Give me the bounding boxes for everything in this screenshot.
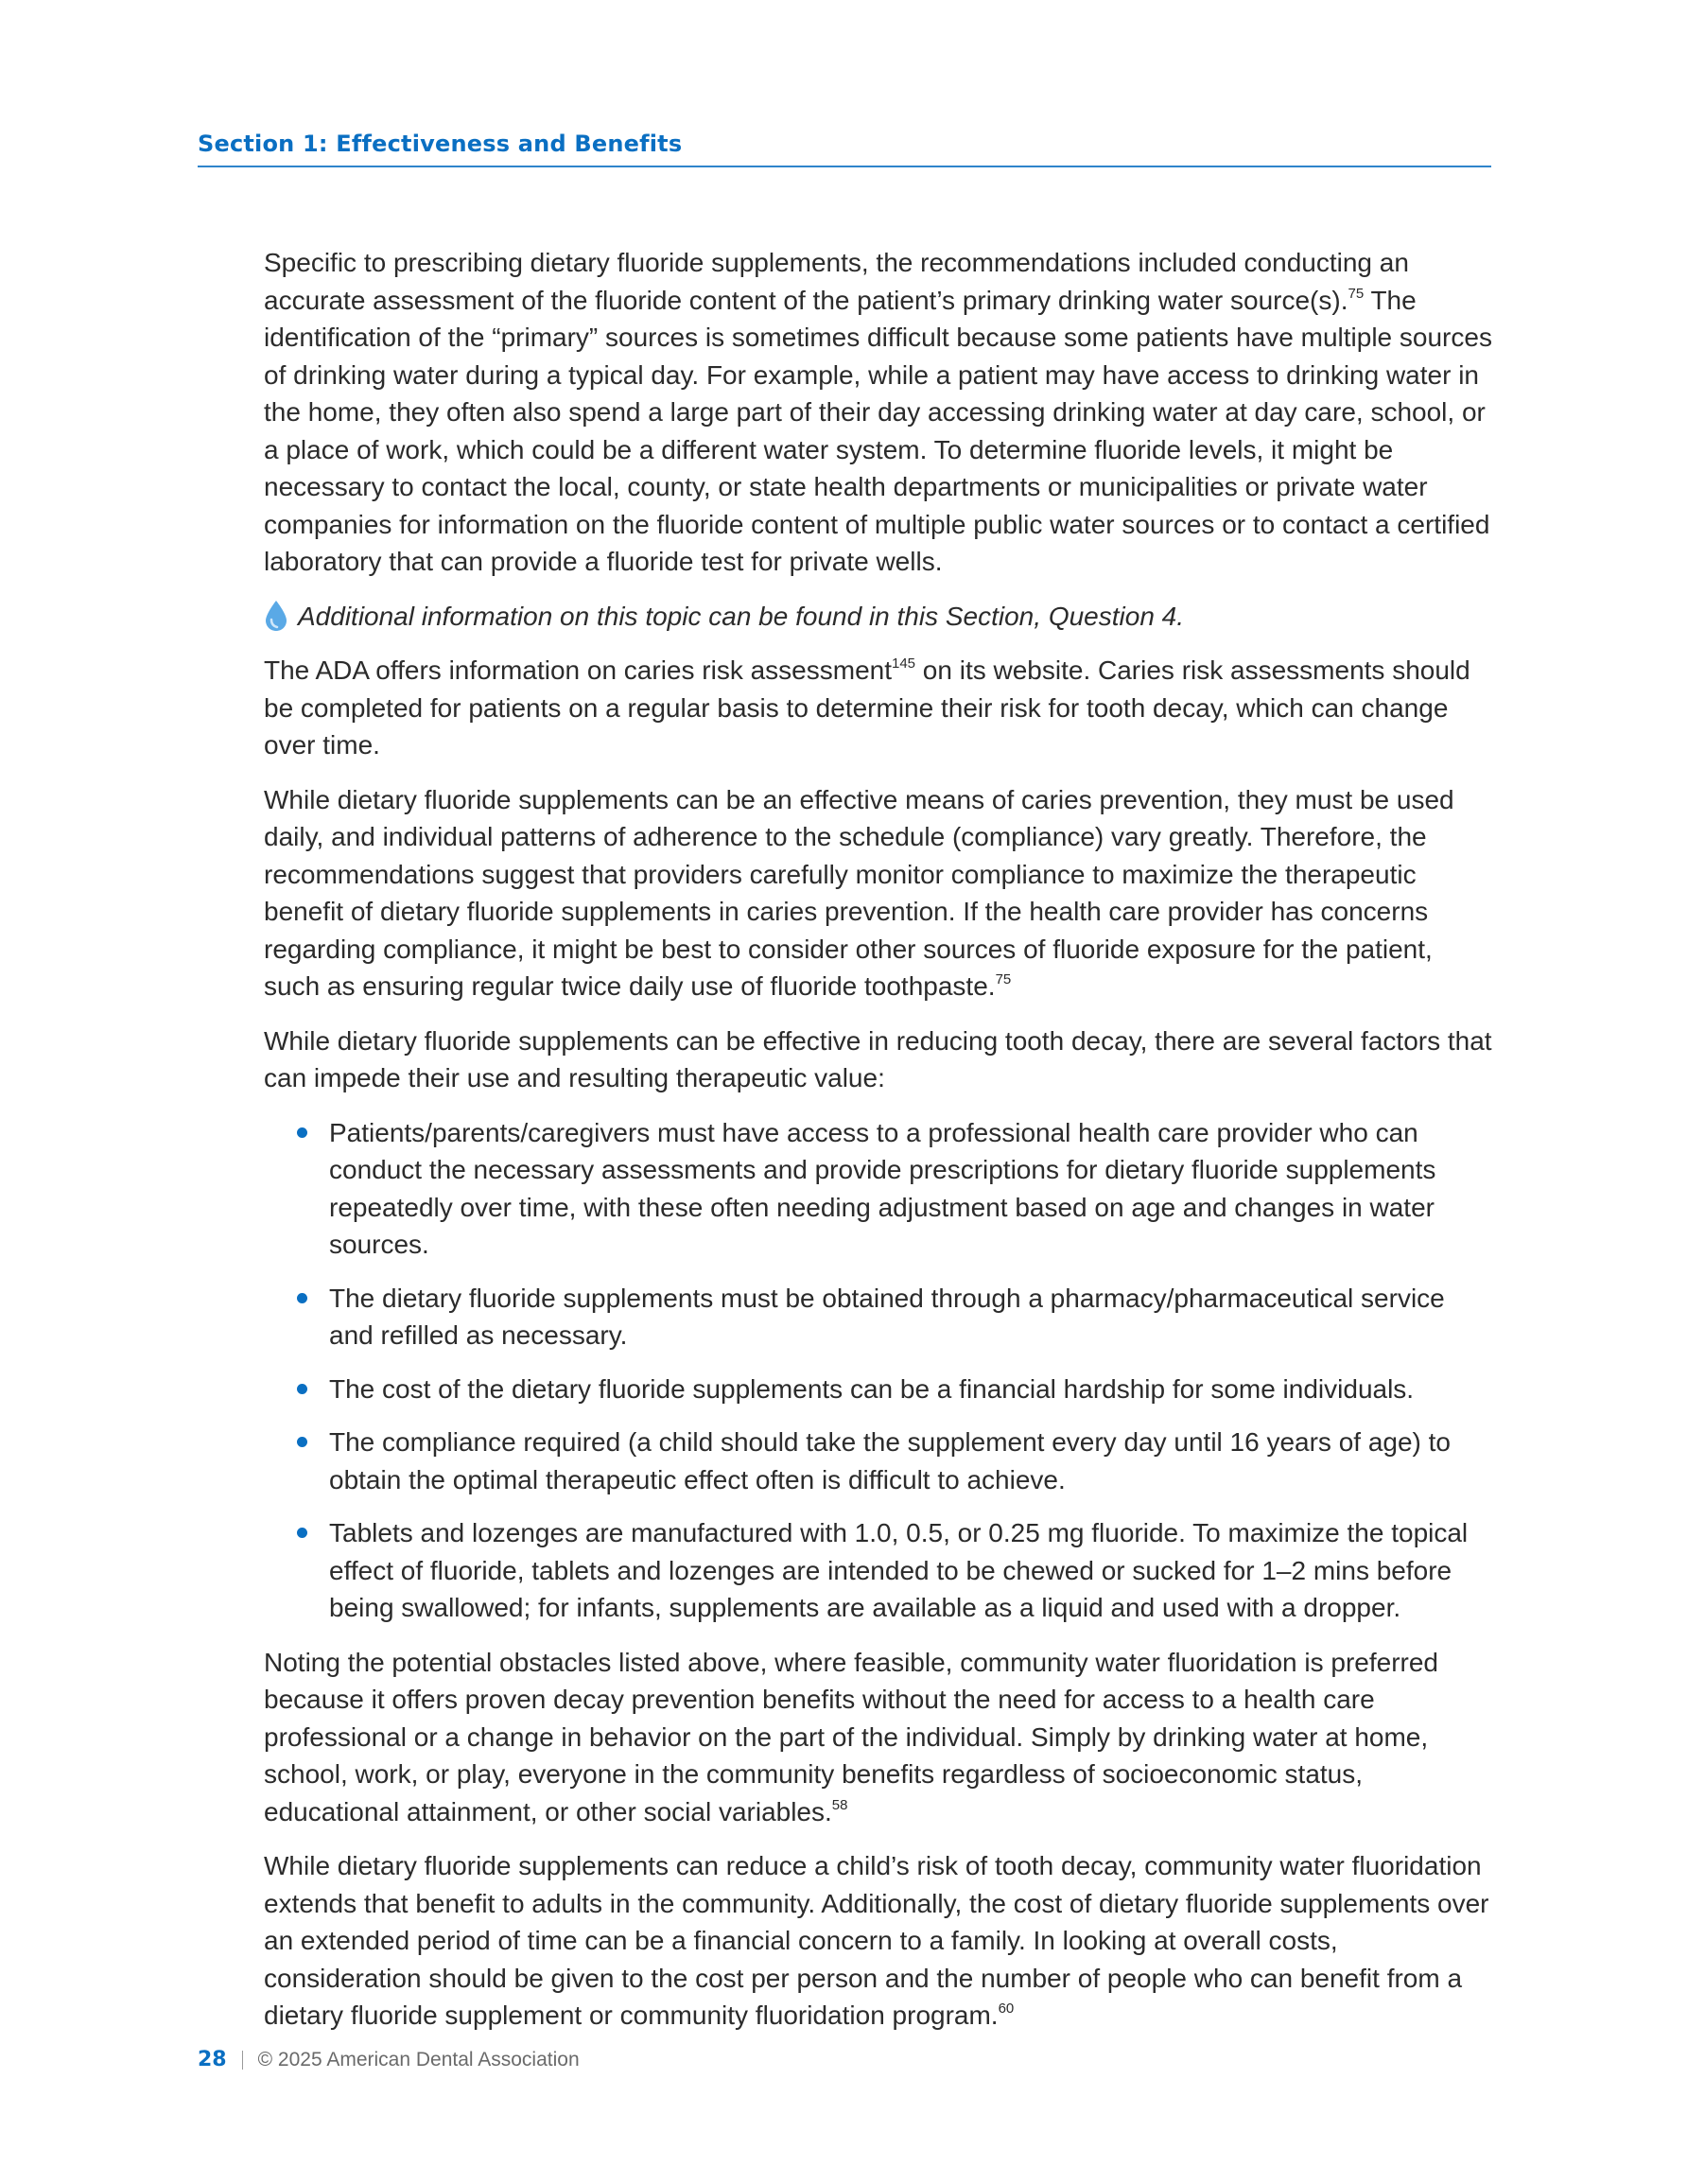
note-text: Additional information on this topic can be found in this Section, Question 4. — [298, 601, 1185, 631]
cross-reference-note — [264, 598, 1493, 636]
paragraph-text: Specific to prescribing dietary fluoride supplements, the recommendations included conducting an accurate assessment of the fluoride content of the patient’s primary drinking water source(s). — [264, 248, 1409, 315]
paragraph-text: While dietary fluoride supplements can be an effective means of caries prevention, they must be used daily, and individual patterns of adherence to the schedule (compliance) vary greatly. Therefore, the recommendations suggest that providers carefully monitor compliance to maximize the therapeutic benefit of dietary fluoride supplements in caries prevention. If the health care provider has concerns regarding compliance, it might be best to consider other sources of fluoride exposure for the patient, such as ensuring regular twice daily use of fluoride toothpaste. — [264, 784, 1454, 1001]
reference-superscript: 75 — [995, 971, 1012, 987]
list-item — [329, 1424, 1493, 1498]
water-drop-icon — [264, 600, 288, 632]
section-title: Section 1: Effectiveness and Benefits — [198, 131, 683, 157]
reference-superscript: 58 — [831, 1796, 848, 1813]
header-divider — [198, 166, 1491, 167]
reference-superscript: 60 — [998, 2001, 1015, 2017]
list-item — [329, 1514, 1493, 1627]
list-item-text: The cost of the dietary fluoride supplements can be a financial hardship for some individuals. — [329, 1373, 1415, 1404]
paragraph-text: Noting the potential obstacles listed above, where feasible, community water fluoridation is preferred because it offers proven decay prevention benefits without the need for access to a health care professional or a change in behavior on the part of the individual. Simply by drinking water at home, school, work, or play, everyone in the community benefits regardless of socioeconomic status, educational attainment, or other social variables. — [264, 1647, 1438, 1826]
factors-list — [264, 1114, 1493, 1627]
copyright-text: © 2025 American Dental Association — [257, 2048, 580, 2070]
paragraph-text-continued: The identification of the “primary” sources is sometimes difficult because some patients have multiple sources of drinking water during a typical day. For example, while a patient may have access to drinking water in the home, they often also spend a large part of their day accessing drinking water at day care, school, or a place of work, which could be a different water system. To determine fluoride levels, it might be necessary to contact the local, county, or state health departments or municipalities or private water companies for information on the fluoride content of multiple public water sources or to contact a certified laboratory that can provide a fluoride test for private wells. — [264, 285, 1492, 576]
paragraph-text: While dietary fluoride supplements can reduce a child’s risk of tooth decay, community water fluoridation extends that benefit to adults in the community. Additionally, the cost of dietary fluoride supplements over an extended period of time can be a financial concern to a family. In looking at overall costs, consideration should be given to the cost per person and the number of people who can benefit from a dietary fluoride supplement or community fluoridation program. — [264, 1851, 1489, 2030]
paragraph-text: The ADA offers information on caries risk assessment — [264, 655, 892, 685]
list-item — [329, 1114, 1493, 1264]
reference-superscript: 145 — [892, 655, 916, 672]
paragraph-primary-water-source — [264, 244, 1493, 581]
paragraph-text-continued: on its website. Caries risk assessments should be completed for patients on a regular basis to determine their risk for tooth decay, which can change over time. — [264, 655, 1470, 760]
bullet-icon — [297, 1127, 307, 1138]
reference-superscript: 75 — [1348, 285, 1365, 302]
page-footer — [198, 2048, 580, 2071]
paragraph-compliance — [264, 781, 1493, 1005]
paragraph-cost-comparison — [264, 1847, 1493, 2035]
bullet-icon — [297, 1437, 307, 1447]
page-header — [198, 131, 1491, 167]
paragraph-community-fluoridation — [264, 1644, 1493, 1831]
paragraph-caries-risk — [264, 652, 1493, 764]
list-item-text: The dietary fluoride supplements must be obtained through a pharmacy/pharmaceutical service and refilled as necessary. — [329, 1283, 1445, 1350]
list-item-text: The compliance required (a child should take the supplement every day until 16 years of age) to obtain the optimal therapeutic effect often is difficult to achieve. — [329, 1427, 1452, 1494]
main-content — [264, 244, 1493, 2052]
list-item — [329, 1280, 1493, 1354]
paragraph-text: While dietary fluoride supplements can be effective in reducing tooth decay, there are several factors that can impede their use and resulting therapeutic value: — [264, 1025, 1492, 1092]
page-number: 28 — [198, 2048, 227, 2071]
list-item-text: Tablets and lozenges are manufactured with 1.0, 0.5, or 0.25 mg fluoride. To maximize the topical effect of fluoride, tablets and lozenges are intended to be chewed or sucked for 1–2 mins before being swallowed; for infants, supplements are available as a liquid and used with a dropper. — [329, 1518, 1469, 1622]
list-item — [329, 1371, 1493, 1408]
bullet-icon — [297, 1384, 307, 1394]
bullet-icon — [297, 1528, 307, 1538]
paragraph-factors-intro — [264, 1022, 1493, 1097]
list-item-text: Patients/parents/caregivers must have access to a professional health care provider who can conduct the necessary assessments and provide prescriptions for dietary fluoride supplements repeatedly over time, with these often needing adjustment based on age and changes in water sources. — [329, 1117, 1436, 1259]
footer-separator — [242, 2051, 243, 2070]
bullet-icon — [297, 1293, 307, 1303]
